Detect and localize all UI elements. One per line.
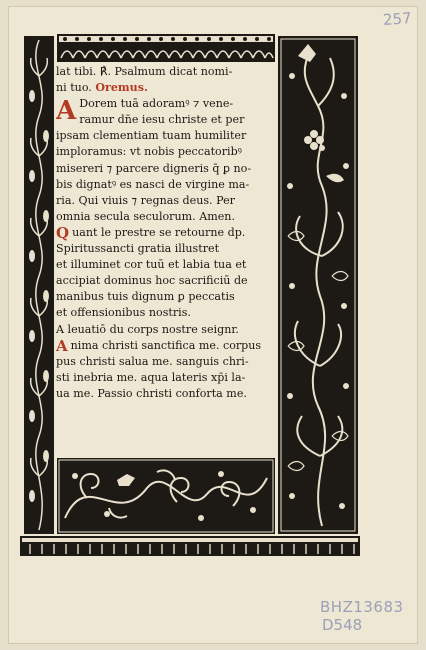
bottom-fringe-woodcut [20, 536, 360, 556]
text-line: ria. Qui viuis ⁊ regnas deus. Per [56, 193, 235, 207]
pencil-folio-number: 257 [382, 9, 413, 29]
rubricated-initial: A [56, 337, 68, 354]
text-line: Dorem tuā adoramꝰ ⁊ vene- [79, 97, 234, 111]
text-line: A leuatiō du corps nostre seignr. [56, 322, 239, 336]
text-line [56, 225, 278, 241]
text-line: Spiritussancti gratia illustret [56, 242, 220, 256]
text-line: accipiat dominus hoc sacrificiū de [56, 274, 248, 288]
text-line: omnia secula seculorum. Amen. [56, 209, 235, 223]
rubricated-initial: Q [56, 224, 70, 242]
text-fragment: uant le prestre se retourne dp. [72, 225, 246, 239]
top-border-woodcut [57, 34, 275, 62]
text-line: pus christi salua me. sanguis chri- [56, 354, 249, 368]
text-line: et offensionibus nostris. [56, 306, 191, 320]
text-fragment: ni tuo. [56, 81, 96, 95]
pencil-shelfmark-1: BHZ13683 [320, 598, 404, 616]
right-border-woodcut [278, 36, 358, 534]
text-line: bis dignatꝰ es nasci de virgine ma- [56, 177, 250, 191]
text-line: ramur dn̄e iesu christe et per [79, 113, 245, 127]
prayer-paragraph-1 [56, 96, 278, 128]
text-block [56, 64, 278, 454]
text-line: misereri ⁊ parcere digneris q̄ ꝑ no- [56, 161, 252, 175]
text-line: ua me. Passio christi conforta me. [56, 386, 247, 400]
text-line [56, 80, 278, 96]
text-line [56, 338, 278, 354]
rubric-oremus: Oremus. [95, 81, 148, 95]
bottom-border-woodcut [57, 458, 275, 534]
text-line: ipsam clementiam tuam humiliter [56, 129, 247, 143]
text-fragment: nima christi sanctifica me. corpus [70, 338, 262, 352]
pencil-shelfmark-2: D548 [322, 616, 363, 634]
text-line: et illuminet cor tuū et labia tua et [56, 258, 247, 272]
left-border-woodcut [24, 36, 54, 534]
text-line: imploramus: vt nobis peccatoribꝰ [56, 145, 242, 159]
text-line: manibus tuis dignum ꝑ peccatis [56, 290, 235, 304]
text-line: sti inebria me. aqua lateris xp̄i la- [56, 370, 246, 384]
text-line: lat tibi. ℟. Psalmum dicat nomi- [56, 65, 233, 78]
rubricated-initial: A [56, 96, 77, 127]
